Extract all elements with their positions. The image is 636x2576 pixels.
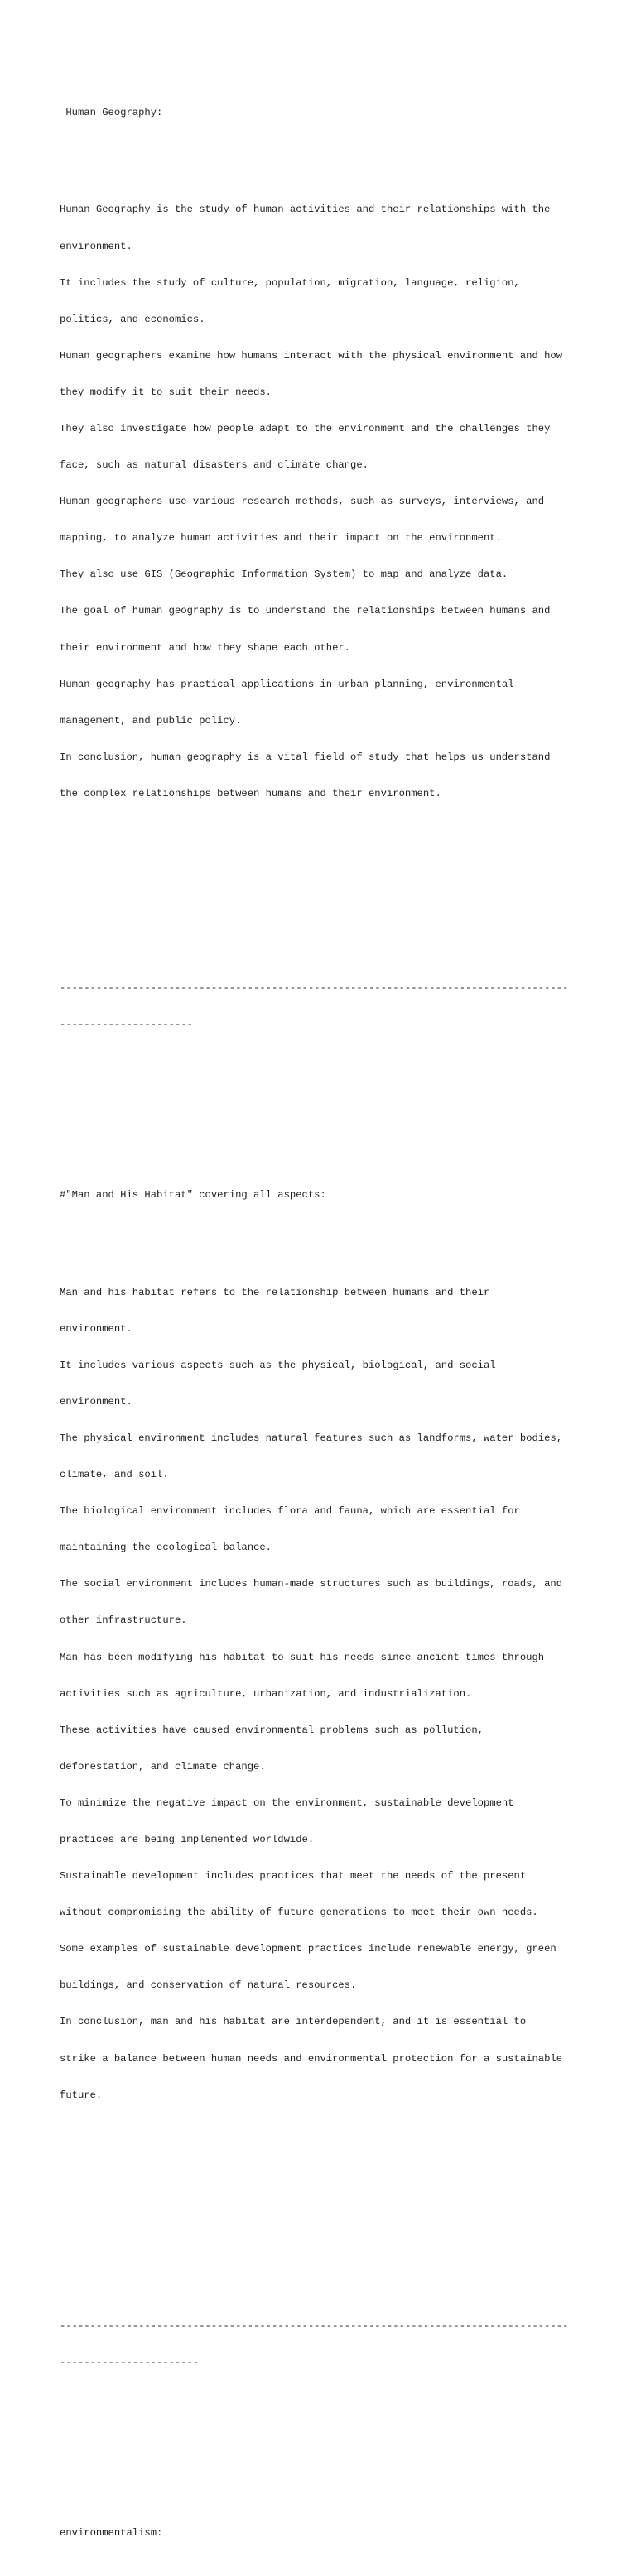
paragraph-line: They also use GIS (Geographic Information System) to map and analyze data. <box>60 568 508 581</box>
blank-line <box>60 2235 590 2247</box>
paragraph-line: It includes various aspects such as the physical, biological, and social <box>60 1359 496 1371</box>
paragraph-line: The goal of human geography is to understand the relationships between humans and <box>60 605 551 617</box>
paragraph-line: mapping, to analyze human activities and their impact on the environment. <box>60 532 502 544</box>
separator-line: ------------------------------------------------------------------------------------ <box>60 2319 569 2332</box>
paragraph-line: In conclusion, human geography is a vital field of study that helps us understand <box>60 751 551 763</box>
blank-line <box>60 861 590 873</box>
document-body <box>60 58 590 2576</box>
paragraph-line: other infrastructure. <box>60 1614 187 1627</box>
paragraph-line: environment. <box>60 1322 132 1335</box>
paragraph-line: These activities have caused environmental problems such as pollution, <box>60 1724 484 1736</box>
paragraph-line: The social environment includes human-made structures such as buildings, roads, and <box>60 1578 563 1590</box>
section-body-human-geography <box>60 180 590 824</box>
paragraph-line: The physical environment includes natural features such as landforms, water bodies, <box>60 1432 563 1444</box>
paragraph-line: deforestation, and climate change. <box>60 1760 266 1772</box>
blank-line <box>60 1129 590 1141</box>
paragraph-line: They also investigate how people adapt to the environment and the challenges they <box>60 422 551 434</box>
paragraph-line: It includes the study of culture, population, migration, language, religion, <box>60 276 520 289</box>
section-separator <box>60 2296 590 2394</box>
paragraph-line: environment. <box>60 1395 132 1408</box>
blank-line <box>60 1226 590 1238</box>
paragraph-line: Some examples of sustainable development practices include renewable energy, green <box>60 1943 556 1955</box>
blank-line <box>60 2162 590 2175</box>
paragraph-line: activities such as agriculture, urbanization, and industrialization. <box>60 1687 472 1700</box>
section-body-man-and-his-habitat <box>60 1262 590 2126</box>
paragraph-line: the complex relationships between humans and their environment. <box>60 787 441 799</box>
blank-line <box>60 897 590 909</box>
paragraph-line: they modify it to suit their needs. <box>60 386 272 398</box>
paragraph-line: politics, and economics. <box>60 313 205 325</box>
paragraph-line: Human geography has practical applications in urban planning, environmental <box>60 678 514 690</box>
blank-line <box>60 2199 590 2211</box>
separator-line: ----------------------- <box>60 2357 200 2369</box>
paragraph-line: climate, and soil. <box>60 1469 169 1481</box>
paragraph-line: Sustainable development includes practices that meet the needs of the present <box>60 1870 527 1883</box>
paragraph-line: without compromising the ability of future generations to meet their own needs. <box>60 1907 538 1919</box>
paragraph-line: their environment and how they shape each other. <box>60 641 351 654</box>
paragraph-line: future. <box>60 2089 103 2101</box>
paragraph-line: Human Geography is the study of human activities and their relationships with the <box>60 204 551 216</box>
separator-line: ------------------------------------------------------------------------------------ <box>60 982 569 995</box>
paragraph-line: To minimize the negative impact on the environment, sustainable development <box>60 1796 514 1809</box>
blank-line <box>60 2466 590 2478</box>
paragraph-line: maintaining the ecological balance. <box>60 1542 272 1554</box>
paragraph-line: face, such as natural disasters and climate change. <box>60 459 369 472</box>
paragraph-line: Human geographers use various research methods, such as surveys, interviews, and <box>60 496 545 508</box>
section-heading-environmentalism: environmentalism: <box>60 2526 163 2539</box>
blank-line <box>60 143 590 156</box>
section-heading-man-and-his-habitat: #"Man and His Habitat" covering all aspects: <box>60 1189 326 1201</box>
paragraph-line: strike a balance between human needs and environmental protection for a sustainable <box>60 2052 563 2065</box>
separator-line: ---------------------- <box>60 1019 193 1031</box>
paragraph-line: environment. <box>60 240 132 252</box>
paragraph-line: In conclusion, man and his habitat are interdependent, and it is essential to <box>60 2016 527 2028</box>
section-separator <box>60 958 590 1056</box>
paragraph-line: Man and his habitat refers to the relationship between humans and their <box>60 1286 490 1298</box>
paragraph-line: Human geographers examine how humans interact with the physical environment and how <box>60 349 563 362</box>
paragraph-line: buildings, and conservation of natural resources. <box>60 1979 357 1992</box>
blank-line <box>60 1091 590 1104</box>
blank-line <box>60 2430 590 2442</box>
paragraph-line: The biological environment includes flora and fauna, which are essential for <box>60 1505 520 1518</box>
section-heading-human-geography: Human Geography: <box>60 106 163 118</box>
paragraph-line: Man has been modifying his habitat to suit his needs since ancient times through <box>60 1651 545 1663</box>
paragraph-line: practices are being implemented worldwide. <box>60 1834 315 1845</box>
paragraph-line: management, and public policy. <box>60 714 242 727</box>
